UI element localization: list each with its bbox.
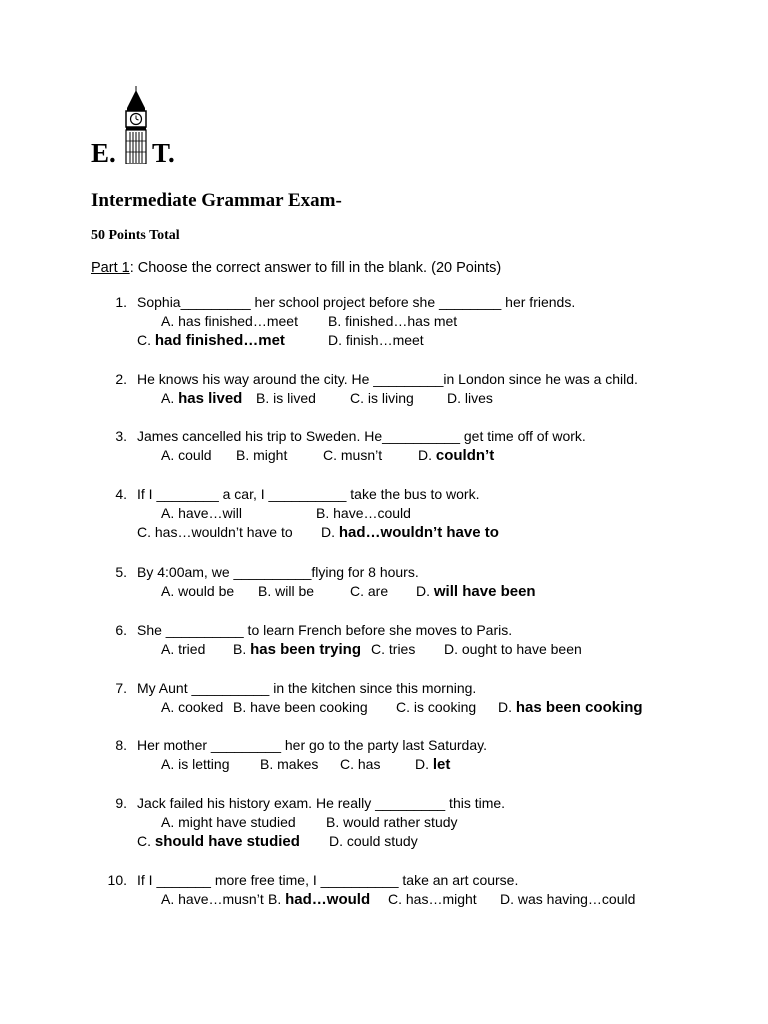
answer-option-correct[interactable] (415, 754, 450, 774)
option-text: was having…could (517, 891, 636, 907)
option-letter: D. (321, 524, 339, 540)
option-letter: B. (316, 505, 334, 521)
option-text: has been trying (250, 641, 361, 658)
part-1-colon: : (129, 260, 134, 276)
option-text: has (357, 756, 381, 772)
option-letter: D. (447, 390, 465, 406)
option-text: is letting (178, 756, 230, 772)
answer-option-correct[interactable] (416, 581, 536, 601)
answer-option[interactable] (260, 754, 318, 774)
option-letter: D. (418, 447, 436, 463)
answer-option-correct[interactable] (498, 697, 643, 717)
option-text: had…would (285, 891, 371, 908)
answer-option-correct[interactable] (137, 330, 285, 350)
option-letter: D. (329, 833, 347, 849)
option-text: finish…meet (345, 332, 424, 348)
points-total: 50 Points Total (91, 228, 180, 243)
answer-option[interactable] (326, 812, 458, 832)
option-letter: A. (161, 583, 179, 599)
answer-option[interactable] (323, 445, 382, 465)
answer-option[interactable] (444, 639, 582, 659)
answer-option[interactable] (161, 697, 223, 717)
option-letter: C. (340, 756, 358, 772)
answer-option-correct[interactable] (321, 522, 499, 542)
answer-option[interactable] (350, 388, 414, 408)
option-letter: C. (137, 833, 155, 849)
answer-option[interactable] (161, 445, 212, 465)
question-number: 10. (107, 872, 127, 888)
part-1-instruction: Choose the correct answer to fill in the blank. (20 Points) (133, 260, 502, 276)
option-text: has…wouldn’t have to (154, 524, 293, 540)
option-letter: B. (268, 891, 286, 907)
answer-option[interactable] (236, 445, 287, 465)
question-number: 1. (115, 294, 127, 310)
question-number: 8. (115, 737, 127, 753)
answer-option[interactable] (161, 889, 264, 909)
question-number: 7. (115, 680, 127, 696)
question-number: 4. (115, 486, 127, 502)
option-text: might (253, 447, 288, 463)
option-letter: B. (260, 756, 278, 772)
option-letter: D. (500, 891, 518, 907)
answer-option-correct[interactable] (137, 831, 300, 851)
option-text: is cooking (413, 699, 477, 715)
answer-option[interactable] (256, 388, 316, 408)
option-text: tries (388, 641, 416, 657)
option-text: makes (277, 756, 319, 772)
option-letter: A. (161, 313, 179, 329)
question-number: 5. (115, 564, 127, 580)
option-text: has finished…meet (178, 313, 298, 329)
answer-option[interactable] (161, 754, 229, 774)
question-text: Her mother _________ her go to the party last Saturday. (137, 737, 487, 753)
option-letter: C. (396, 699, 414, 715)
option-text: is lived (273, 390, 316, 406)
option-letter: C. (323, 447, 341, 463)
answer-option[interactable] (328, 330, 424, 350)
option-letter: A. (161, 447, 179, 463)
option-text: has lived (178, 390, 243, 407)
option-text: have…musn’t (178, 891, 264, 907)
option-letter: A. (161, 814, 179, 830)
answer-option-correct[interactable] (233, 639, 361, 659)
option-text: could study (346, 833, 418, 849)
option-text: could (178, 447, 212, 463)
option-letter: A. (161, 891, 179, 907)
answer-option[interactable] (371, 639, 415, 659)
part-1-label: Part 1 (91, 260, 130, 276)
option-letter: D. (416, 583, 434, 599)
option-text: will be (275, 583, 315, 599)
option-text: cooked (178, 699, 224, 715)
answer-option[interactable] (161, 581, 234, 601)
question-text: Jack failed his history exam. He really _________ this time. (137, 795, 506, 811)
answer-option[interactable] (233, 697, 368, 717)
option-text: might have studied (178, 814, 296, 830)
question-text: Sophia_________ her school project before she ________ her friends. (137, 294, 576, 310)
question-number: 6. (115, 622, 127, 638)
logo-letter-t: T. (152, 138, 175, 168)
option-text: had finished…met (154, 332, 285, 349)
option-letter: D. (328, 332, 346, 348)
question-number: 3. (115, 428, 127, 444)
question-text: If I ________ a car, I __________ take the bus to work. (137, 486, 480, 502)
option-letter: A. (161, 641, 179, 657)
answer-option[interactable] (350, 581, 388, 601)
question-text: My Aunt __________ in the kitchen since this morning. (137, 680, 477, 696)
question-text: He knows his way around the city. He _________in London since he was a child. (137, 371, 638, 387)
option-letter: B. (328, 313, 346, 329)
option-text: couldn’t (435, 447, 495, 464)
answer-option[interactable] (161, 311, 298, 331)
answer-option[interactable] (447, 388, 493, 408)
option-letter: C. (137, 332, 155, 348)
option-text: has been cooking (515, 699, 643, 716)
question-text: If I _______ more free time, I __________ take an art course. (137, 872, 519, 888)
option-letter: B. (326, 814, 344, 830)
exam-title: Intermediate Grammar Exam- (91, 190, 342, 211)
option-text: lives (464, 390, 493, 406)
big-ben-tower-icon (123, 86, 149, 164)
answer-option-correct[interactable] (268, 889, 370, 909)
option-text: have…could (333, 505, 411, 521)
option-text: had…wouldn’t have to (338, 524, 499, 541)
option-text: let (432, 756, 451, 773)
answer-option[interactable] (258, 581, 314, 601)
answer-option[interactable] (328, 311, 457, 331)
option-letter: A. (161, 390, 179, 406)
option-text: finished…has met (345, 313, 458, 329)
question-text: She __________ to learn French before she moves to Paris. (137, 622, 513, 638)
option-letter: A. (161, 505, 179, 521)
option-letter: B. (256, 390, 274, 406)
option-text: are (367, 583, 389, 599)
answer-option[interactable] (161, 503, 242, 523)
option-text: tried (178, 641, 206, 657)
answer-option[interactable] (329, 831, 418, 851)
answer-option-correct[interactable] (161, 388, 242, 408)
answer-option[interactable] (340, 754, 380, 774)
question-number: 9. (115, 795, 127, 811)
question-number: 2. (115, 371, 127, 387)
option-text: would be (178, 583, 235, 599)
option-text: would rather study (343, 814, 458, 830)
option-letter: D. (498, 699, 516, 715)
answer-option[interactable] (316, 503, 411, 523)
answer-option[interactable] (161, 812, 296, 832)
logo-letter-e: E. (91, 138, 116, 168)
question-text: By 4:00am, we __________flying for 8 hours. (137, 564, 419, 580)
option-letter: C. (371, 641, 389, 657)
option-letter: C. (350, 583, 368, 599)
answer-option[interactable] (388, 889, 477, 909)
option-letter: C. (388, 891, 406, 907)
option-letter: B. (258, 583, 276, 599)
option-text: will have been (433, 583, 536, 600)
answer-option[interactable] (396, 697, 476, 717)
option-text: have…will (178, 505, 242, 521)
option-text: has…might (405, 891, 477, 907)
option-letter: D. (415, 756, 433, 772)
option-letter: B. (233, 699, 251, 715)
option-letter: B. (233, 641, 251, 657)
option-letter: A. (161, 756, 179, 772)
option-text: is living (367, 390, 414, 406)
option-text: musn’t (340, 447, 383, 463)
option-letter: B. (236, 447, 254, 463)
answer-option[interactable] (137, 522, 293, 542)
option-letter: C. (137, 524, 155, 540)
answer-option[interactable] (161, 639, 205, 659)
option-text: have been cooking (250, 699, 368, 715)
part-1-heading (91, 258, 501, 278)
option-text: should have studied (154, 833, 300, 850)
option-letter: D. (444, 641, 462, 657)
logo (91, 86, 251, 170)
answer-option[interactable] (500, 889, 635, 909)
option-letter: A. (161, 699, 179, 715)
answer-option-correct[interactable] (418, 445, 494, 465)
option-text: ought to have been (461, 641, 582, 657)
question-text: James cancelled his trip to Sweden. He__________ get time off of work. (137, 428, 586, 444)
option-letter: C. (350, 390, 368, 406)
